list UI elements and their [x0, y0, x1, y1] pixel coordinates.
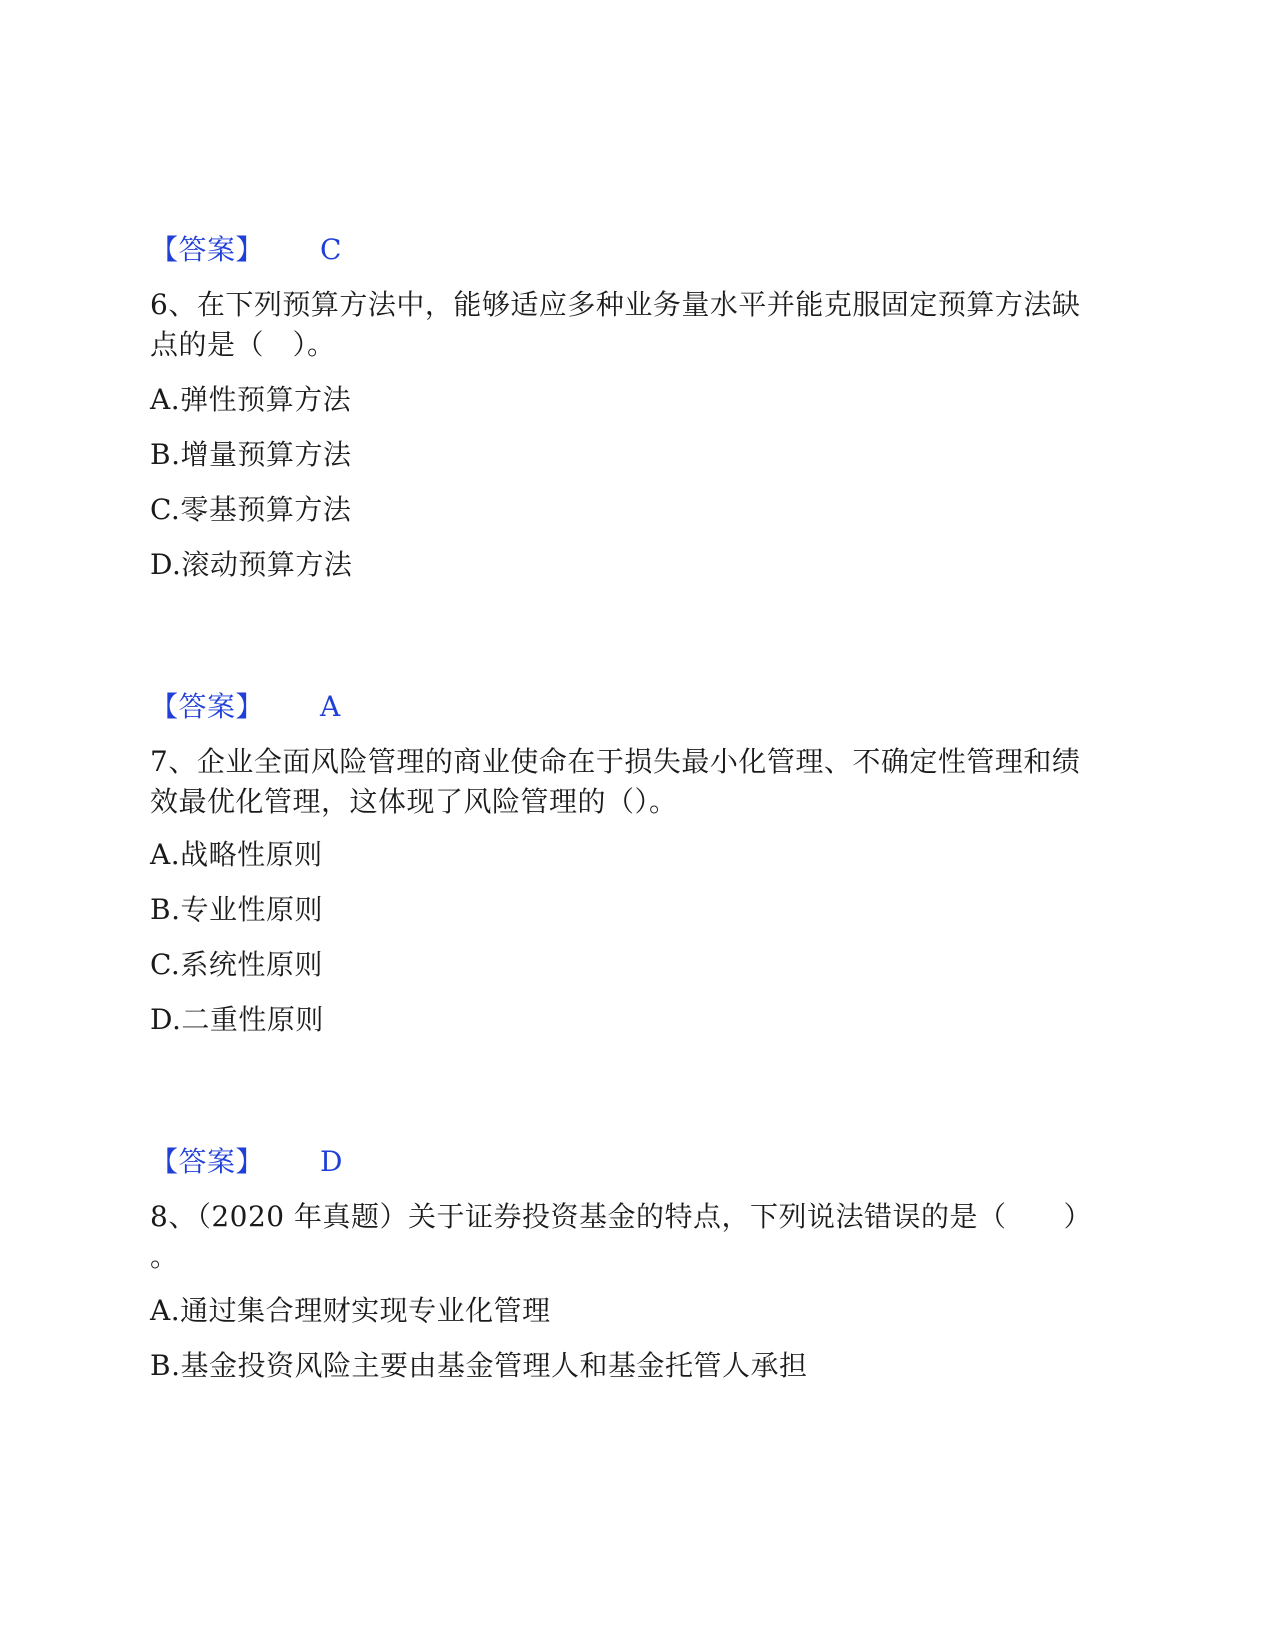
question-6-option-b: B.增量预算方法: [150, 438, 352, 471]
question-6-option-d: D.滚动预算方法: [150, 548, 353, 581]
question-8-option-b: B.基金投资风险主要由基金管理人和基金托管人承担: [150, 1349, 808, 1382]
question-6-option-a: A.弹性预算方法: [150, 383, 352, 416]
answer-line: [150, 1142, 343, 1182]
question-6-option-c: C.零基预算方法: [150, 493, 352, 526]
question-7-line-2: 效最优化管理，这体现了风险管理的（）。: [150, 785, 678, 818]
answer-line: [150, 687, 341, 727]
answer-value: D: [320, 1145, 343, 1178]
question-7-option-a: A.战略性原则: [150, 838, 323, 871]
answer-line: [150, 230, 342, 270]
question-7-option-c: C.系统性原则: [150, 948, 323, 981]
question-8-line-1: 8、（2020 年真题）关于证券投资基金的特点，下列说法错误的是（ ）: [150, 1200, 1092, 1233]
answer-value: C: [320, 233, 342, 266]
question-7-option-b: B.专业性原则: [150, 893, 323, 926]
question-7-line-1: 7、企业全面风险管理的商业使命在于损失最小化管理、不确定性管理和绩: [150, 745, 1081, 778]
question-8-option-a: A.通过集合理财实现专业化管理: [150, 1294, 551, 1327]
answer-label: 【答案】: [150, 1145, 265, 1178]
question-8-line-2: 。: [150, 1240, 179, 1273]
question-7-option-d: D.二重性原则: [150, 1003, 324, 1036]
answer-label: 【答案】: [150, 690, 265, 723]
answer-label: 【答案】: [150, 233, 265, 266]
answer-value: A: [320, 690, 341, 723]
question-6-line-1: 6、在下列预算方法中，能够适应多种业务量水平并能克服固定预算方法缺: [150, 288, 1081, 321]
question-6-line-2: 点的是（ ）。: [150, 328, 336, 361]
